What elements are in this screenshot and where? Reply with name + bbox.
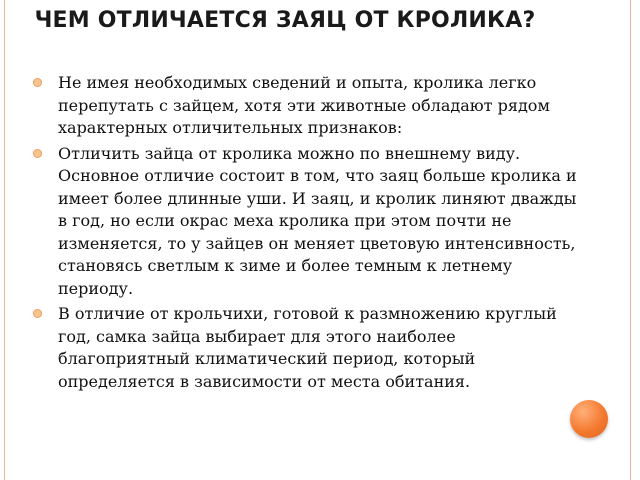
frame-right-line	[630, 0, 631, 480]
frame-left-line	[4, 0, 5, 480]
bullet-dot-icon	[33, 309, 42, 318]
bullet-dot-icon	[33, 149, 42, 158]
slide-title: ЧЕМ ОТЛИЧАЕТСЯ ЗАЯЦ ОТ КРОЛИКА?	[34, 8, 536, 33]
bullet-text: Отличить зайца от кролика можно по внешнему виду. Основное отличие состоит в том, что заяц больше кролика и имеет более длинные уши. И заяц, и кролик линяют дважды в год, но если окрас меха кролика при этом почти не изменяется, то у зайцев он меняет цветовую интенсивность, становясь светлым к зиме и более темным к летнему периоду.	[58, 143, 577, 298]
bullet-text: В отличие от крольчихи, готовой к размножению круглый год, самка зайца выбирает для этого наиболее благоприятный климатический период, который определяется в зависимости от места обитания.	[58, 304, 557, 391]
bullet-item	[30, 303, 582, 393]
orange-orb-icon	[570, 400, 608, 438]
slide-content	[30, 72, 582, 396]
bullet-item	[30, 143, 582, 301]
bullet-dot-icon	[33, 78, 42, 87]
bullet-item	[30, 72, 582, 140]
bullet-text: Не имея необходимых сведений и опыта, кролика легко перепутать с зайцем, хотя эти животные обладают рядом характерных отличительных признаков:	[58, 73, 550, 137]
